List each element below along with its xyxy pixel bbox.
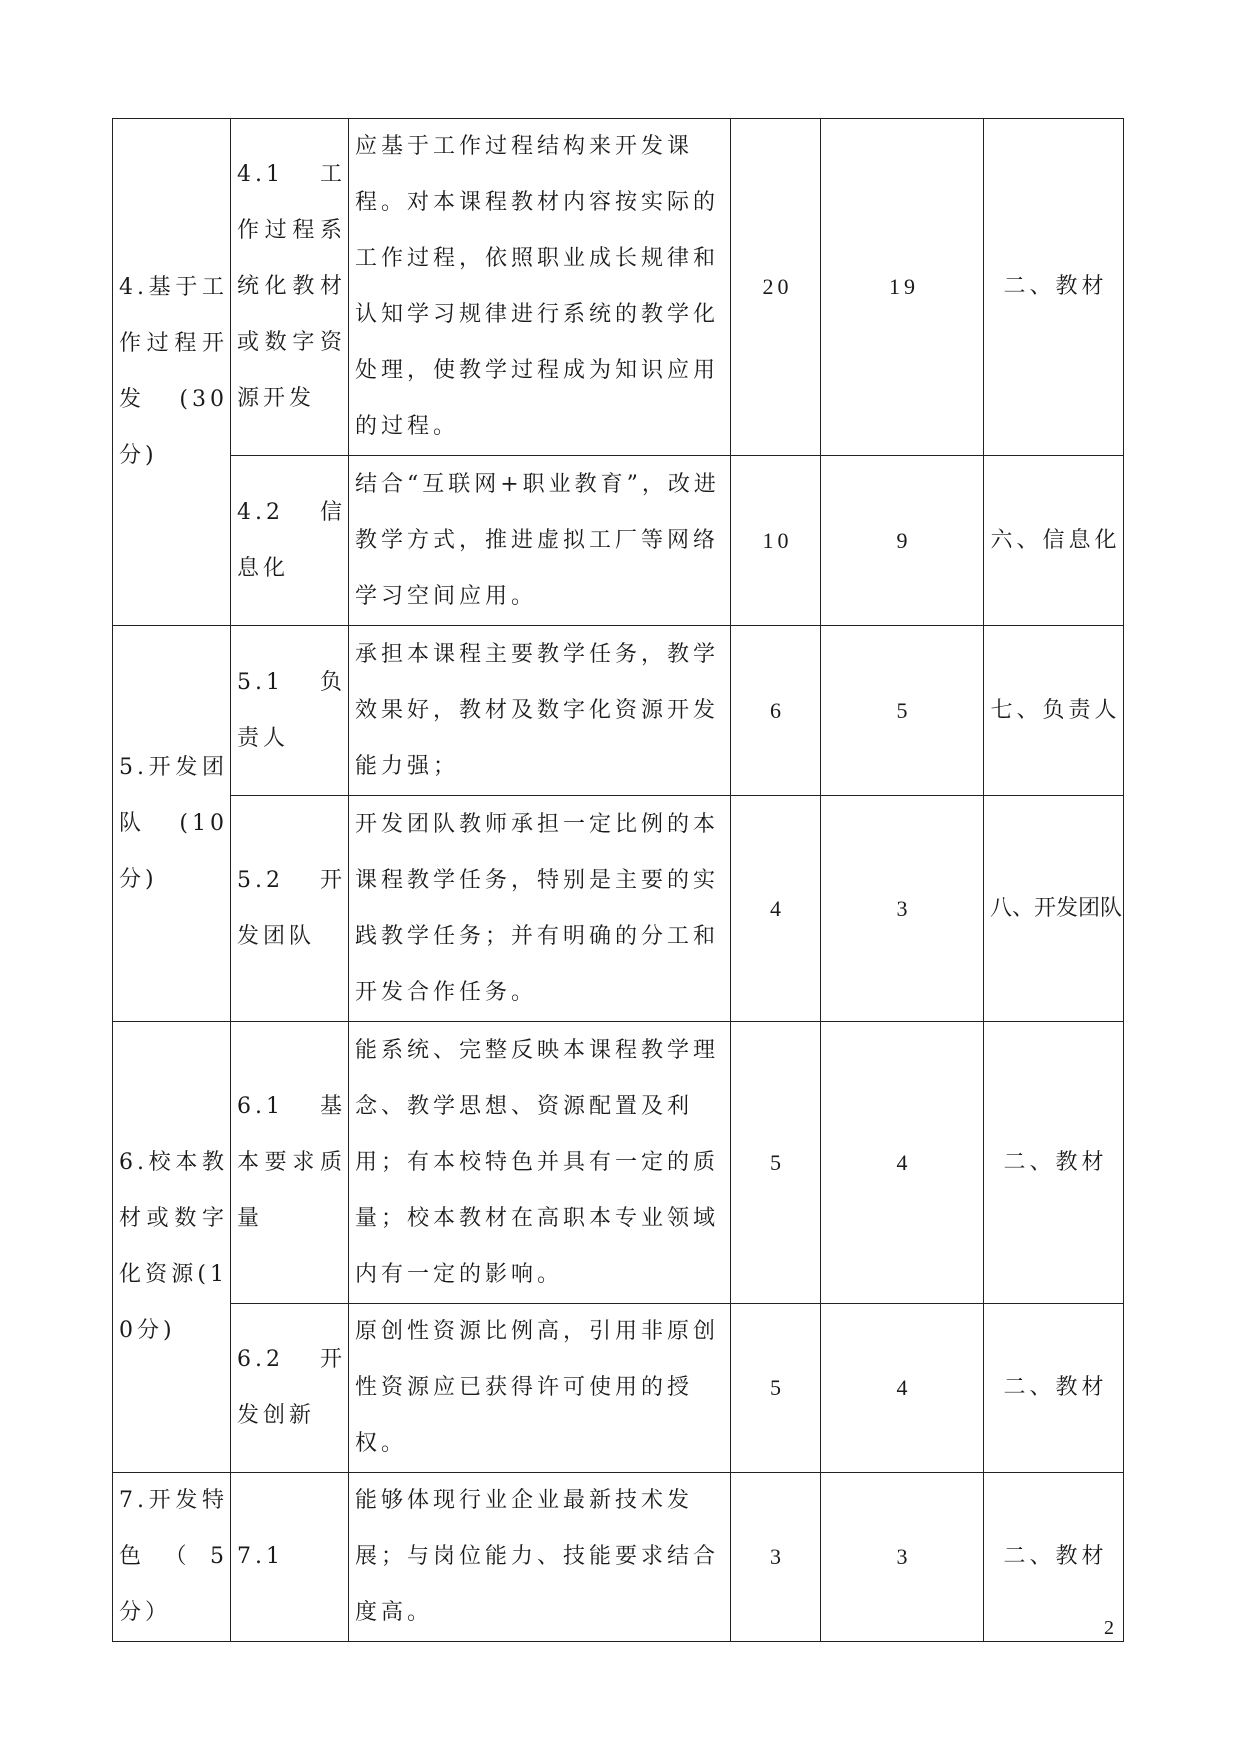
table-row [113,456,1124,626]
evaluation-table [112,118,1124,1642]
requirement-cell: 能够体现行业企业最新技术发展；与岗位能力、技能要求结合度高。 [349,1473,731,1642]
sub-item-cell: 6.2 开发创新 [231,1304,349,1473]
table-row [113,1022,1124,1304]
table-row [113,626,1124,796]
requirement-cell: 应基于工作过程结构来开发课程。对本课程教材内容按实际的工作过程，依照职业成长规律和认知学习规律进行系统的教学化处理，使教学过程成为知识应用的过程。 [349,119,731,456]
requirement-cell: 原创性资源比例高，引用非原创性资源应已获得许可使用的授权。 [349,1304,731,1473]
score-cell: 3 [731,1473,821,1642]
reference-cell: 二、教材 [984,1022,1124,1304]
table-row [113,1304,1124,1473]
self-score-cell: 5 [821,626,984,796]
reference-cell: 二、教材 [984,1473,1124,1642]
category-cell: 7.开发特色（5分） [113,1473,231,1642]
category-cell: 6.校本教材或数字化资源(10分) [113,1022,231,1473]
table-row [113,119,1124,456]
reference-cell: 二、教材 [984,1304,1124,1473]
score-cell: 6 [731,626,821,796]
reference-cell: 七、负责人 [984,626,1124,796]
self-score-cell: 4 [821,1022,984,1304]
score-cell: 5 [731,1022,821,1304]
sub-item-cell: 7.1 [231,1473,349,1642]
sub-item-cell: 5.2 开发团队 [231,796,349,1022]
score-cell: 10 [731,456,821,626]
table-row [113,1473,1124,1642]
reference-cell: 八、开发团队 [984,796,1124,1022]
sub-item-cell: 4.1 工作过程系统化教材或数字资源开发 [231,119,349,456]
requirement-cell: 结合“互联网+职业教育”，改进教学方式，推进虚拟工厂等网络学习空间应用。 [349,456,731,626]
self-score-cell: 3 [821,796,984,1022]
reference-cell: 二、教材 [984,119,1124,456]
self-score-cell: 4 [821,1304,984,1473]
score-cell: 5 [731,1304,821,1473]
sub-item-cell: 4.2 信息化 [231,456,349,626]
sub-item-cell: 5.1 负责人 [231,626,349,796]
self-score-cell: 9 [821,456,984,626]
score-cell: 20 [731,119,821,456]
page-number: 2 [1104,1617,1114,1639]
score-cell: 4 [731,796,821,1022]
category-cell: 5.开发团队(10分) [113,626,231,1022]
self-score-cell: 19 [821,119,984,456]
sub-item-cell: 6.1 基本要求质量 [231,1022,349,1304]
self-score-cell: 3 [821,1473,984,1642]
requirement-cell: 开发团队教师承担一定比例的本课程教学任务，特别是主要的实践教学任务；并有明确的分工和开发合作任务。 [349,796,731,1022]
category-cell: 4.基于工作过程开发(30分) [113,119,231,626]
requirement-cell: 能系统、完整反映本课程教学理念、教学思想、资源配置及利用；有本校特色并具有一定的质量；校本教材在高职本专业领域内有一定的影响。 [349,1022,731,1304]
requirement-cell: 承担本课程主要教学任务，教学效果好，教材及数字化资源开发能力强； [349,626,731,796]
table-row [113,796,1124,1022]
reference-cell: 六、信息化 [984,456,1124,626]
